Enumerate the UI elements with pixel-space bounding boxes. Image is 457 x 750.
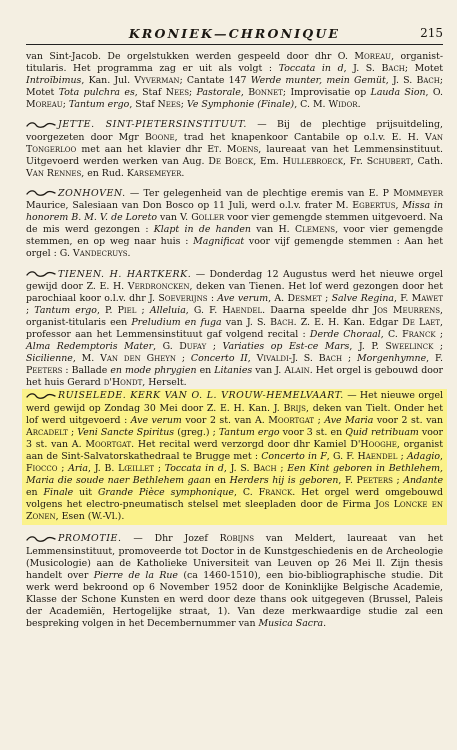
entry-heading: RUISELEDE. KERK VAN O. L. VROUW-HEMELVAART. xyxy=(58,390,344,402)
text-run: ; xyxy=(57,463,69,474)
work-title: Derde Choraal xyxy=(309,328,381,340)
person-name: d'Hondt xyxy=(103,377,143,389)
text-run: uit xyxy=(73,487,98,499)
text-run: . Het orgel is gebouwd door het huis Gerard xyxy=(26,365,444,389)
person-name: Fiocco xyxy=(26,463,58,474)
work-title: Veni Sancte Spiritus xyxy=(77,426,175,438)
text-run: ; Motet xyxy=(26,75,444,99)
person-name: De Laet xyxy=(402,316,441,328)
person-name: Bach xyxy=(318,353,343,365)
person-name: Van den Gheyn xyxy=(100,353,177,365)
text-run: , C. M. xyxy=(294,99,329,111)
work-title: Finale xyxy=(43,487,74,499)
text-run: , en Rud. xyxy=(81,167,127,179)
work-title: Pierre de la Rue xyxy=(93,569,178,581)
text-run: . xyxy=(323,618,327,630)
text-run: . Het orgel werd omgebouwd volgens het electro-pneumatisch stelsel met sleepladen door de Firma xyxy=(26,487,443,511)
work-title: Alleluia xyxy=(149,304,186,316)
work-title: Sicilienne xyxy=(26,353,73,365)
person-name: Dufay xyxy=(179,341,207,353)
text-run: ; xyxy=(176,353,191,365)
person-name: Piel xyxy=(117,304,137,316)
person-name: Bach xyxy=(270,316,294,328)
work-title: Concerto II xyxy=(190,353,248,365)
text-run: van H. xyxy=(250,224,295,236)
text-run: ; Improvisatie op xyxy=(282,87,371,99)
text-run: , F. xyxy=(338,475,357,487)
running-title: KRONIEK—CHRONIQUE xyxy=(128,26,341,41)
text-run: , Fr. xyxy=(343,155,367,167)
text-run: , F. xyxy=(426,353,443,365)
person-name: Clemens xyxy=(294,224,336,236)
text-run: , Kan. Jul. xyxy=(81,75,135,87)
person-name: Vandecruys xyxy=(72,248,128,260)
text-run: , Esen (W.-Vl.). xyxy=(55,511,125,523)
entry-jette xyxy=(26,119,443,179)
person-name: Hullebroeck xyxy=(282,155,344,167)
text-run: ; xyxy=(154,463,165,474)
text-run: ; xyxy=(435,328,444,340)
text-run: . Z. E. H. Kan. Edgar xyxy=(293,316,403,328)
person-name: Van Tongerloo xyxy=(26,131,443,155)
text-run: met aan het klavier dhr xyxy=(76,143,208,155)
work-title: Werde munter, mein Gemüt xyxy=(250,75,386,87)
text-run: , C. xyxy=(380,328,403,340)
text-run: , professor aan het Lemmensinstituut gaf volgend recital : xyxy=(26,316,444,340)
text-run: , O. xyxy=(425,87,444,99)
text-run: ; xyxy=(342,353,357,365)
work-title: Tantum ergo xyxy=(218,426,280,438)
person-name: Bach xyxy=(381,63,405,75)
person-name: Nees xyxy=(165,87,189,99)
text-run: , J. S. xyxy=(343,63,382,75)
text-run: , M. xyxy=(72,353,101,365)
person-name: Vivaldi xyxy=(256,353,289,365)
text-run: , J. S. xyxy=(385,75,417,87)
swash-ornament-icon xyxy=(26,121,56,129)
header-rule xyxy=(26,44,443,45)
work-title: Toccata in d xyxy=(278,63,344,75)
text-run: ; xyxy=(276,463,288,474)
text-run: — Dhr Jozef xyxy=(121,533,220,545)
work-title: Concerto in F xyxy=(261,450,327,462)
text-run: , J. S. xyxy=(223,463,254,474)
highlighted-passage xyxy=(22,389,447,525)
text-run: , G. F. xyxy=(326,450,358,462)
paragraph-sint-jacob-continuation xyxy=(26,51,443,111)
page-number: 215 xyxy=(420,26,443,40)
work-title: Adagio xyxy=(407,450,441,462)
person-name: De Boeck xyxy=(208,155,254,167)
text-run: , organist-titularis. Het programma zag er uit als volgt : xyxy=(26,51,443,75)
work-title: Alma Redemptoris Mater xyxy=(26,341,154,353)
text-run: ; xyxy=(314,414,325,426)
text-run: en xyxy=(210,475,230,487)
person-name: Bach xyxy=(416,75,440,87)
work-title: Een Kint geboren in Bethlehem, Maria die soude naer Bethlehem gaan xyxy=(26,463,444,487)
text-run: (ca 1460-1510), een bio-bibliographische studie. Dit werk werd bekroond op 6 November 1952 door de Koninklijke Belgische Academie, Klasse der Schone Kunsten en werd door deze thans ook uitgegeven (Brussel, Paleis der Academiën, Hertogelijke straat, 1). Van deze merkwaardige studie zal een bespreking volgen in het Decembernummer van xyxy=(26,569,443,630)
work-title: Andante xyxy=(403,475,443,487)
text-run: : Ballade xyxy=(62,365,111,377)
text-run: van V. xyxy=(156,212,192,224)
text-run: , xyxy=(395,200,403,212)
text-run: , G. F. xyxy=(185,304,223,316)
person-name: Egbertus xyxy=(352,200,396,212)
text-run: . Daarna speelde dhr xyxy=(262,304,374,316)
text-run: , xyxy=(240,87,249,99)
text-run: voor 2 st. van xyxy=(373,414,443,426)
entry-heading: JETTE. SINT-PIETERSINSTITUUT. xyxy=(58,119,247,131)
work-title: Ave verum xyxy=(130,414,182,426)
text-run: Maurice, Salesiaan van Don Bosco op 11 Juli, werd o.l.v. frater M. xyxy=(26,200,353,212)
text-run: , voor vier gemengde stemmen, en op weg naar huis : xyxy=(26,224,443,248)
text-run: — Donderdag 12 Augustus werd het nieuwe orgel gewijd door Z. E. H. xyxy=(26,268,443,292)
person-name: Moortgat xyxy=(85,438,132,450)
entry-zonhoven xyxy=(26,188,443,261)
person-name: Bach xyxy=(253,463,277,474)
person-name: Et. Moens xyxy=(207,143,259,155)
entry-heading: TIENEN. H. HARTKERK. xyxy=(58,268,192,280)
text-run: voor 3 st. en xyxy=(279,426,346,438)
person-name: Franck xyxy=(402,328,436,340)
text-run: ; xyxy=(62,99,69,111)
person-name: Peeters xyxy=(356,475,393,487)
text-run: van Sint-Jacob. De orgelstukken werden gespeeld door dhr O. xyxy=(26,51,355,62)
person-name: Goller xyxy=(191,212,225,224)
person-name: Mommeyer xyxy=(393,187,443,199)
page-header xyxy=(26,26,443,42)
entry-ruiselede xyxy=(26,390,443,523)
text-run: voor vijf gemengde stemmen : Aan het orgel : G. xyxy=(26,236,443,260)
text-run: . xyxy=(181,167,185,179)
work-title: Tantum ergo xyxy=(68,99,130,111)
text-run: ; xyxy=(136,304,150,316)
swash-ornament-icon xyxy=(26,535,56,543)
text-run: . Het recital werd verzorgd door dhr Kamiel xyxy=(131,438,351,450)
person-name: Bonnet xyxy=(248,87,283,99)
person-name: Haendel xyxy=(357,450,398,462)
text-run: van J. S. xyxy=(221,316,271,328)
text-run: , Staf xyxy=(134,87,166,99)
text-run: -J. S. xyxy=(288,353,319,365)
person-name: Alain xyxy=(284,365,310,377)
text-run: ; xyxy=(433,341,444,353)
text-run: ; xyxy=(67,426,78,438)
person-name: D'Hooghe xyxy=(350,438,397,450)
text-run: ; Motet xyxy=(404,63,444,75)
swash-ornament-icon xyxy=(26,392,56,400)
work-title: Quid retribuam xyxy=(345,426,419,438)
entry-promotie xyxy=(26,533,443,630)
text-run: ; xyxy=(26,304,35,316)
text-run: voor 3 st. van A. xyxy=(26,426,443,450)
text-run: , xyxy=(440,450,443,462)
work-title: Lauda Sion xyxy=(370,87,426,99)
text-run: ; xyxy=(321,292,332,304)
person-name: Karsemeyer xyxy=(126,167,182,179)
swash-ornament-icon xyxy=(26,270,56,278)
person-name: Jos Meurrens xyxy=(373,304,441,316)
person-name: Brijs xyxy=(283,402,306,414)
text-run: ; xyxy=(180,99,187,111)
person-name: Boone xyxy=(144,131,175,143)
text-run: , deken van Tielt. Onder het lof werd uitgevoerd : xyxy=(26,402,443,426)
text-run: ; xyxy=(188,87,197,99)
person-name: Sweelinck xyxy=(385,341,434,353)
text-run: , laureaat van het Lemmensinstituut. Uitgevoerd werden werken van Aug. xyxy=(26,143,443,167)
person-name: Moreau xyxy=(26,99,63,111)
entry-heading: ZONHOVEN. xyxy=(58,187,126,199)
person-name: Moreau xyxy=(354,51,392,62)
text-run: , organist-titularis een xyxy=(26,304,444,328)
work-title: Preludium en fuga xyxy=(131,316,222,328)
person-name: Mawet xyxy=(411,292,443,304)
work-title: Musica Sacra xyxy=(258,618,324,630)
person-name: Arcadelt xyxy=(26,426,68,438)
work-title: Toccata in d xyxy=(164,463,224,474)
work-title: Litanies xyxy=(214,365,253,377)
text-run: , Staf xyxy=(129,99,158,111)
text-run: . xyxy=(127,248,131,260)
text-run: , F. xyxy=(394,292,412,304)
person-name: Soeverijns xyxy=(158,292,208,304)
text-run: , deken van Tienen. Het lof werd gezongen door het parochiaal koor o.l.v. dhr J. xyxy=(26,280,443,304)
person-name: Franck xyxy=(258,487,293,499)
person-name: Haendel xyxy=(222,304,263,316)
person-name: Widor xyxy=(328,99,358,111)
work-title: Magnificat xyxy=(193,236,245,248)
text-run: voor vier gemengde stemmen uitgevoerd. Na de mis werd gezongen : xyxy=(26,212,443,236)
swash-ornament-icon xyxy=(26,189,56,197)
text-run: , trad het knapenkoor Cantabile op o.l.v. E. H. xyxy=(174,131,426,143)
text-run: ; xyxy=(206,341,223,353)
work-title: Introïbimus xyxy=(26,75,82,87)
person-name: Desmet xyxy=(287,292,322,304)
text-run: van J. xyxy=(252,365,285,377)
text-run: ; Cantate 147 xyxy=(179,75,251,87)
text-run: , J. P. xyxy=(349,341,386,353)
person-name: Verdroncken xyxy=(127,280,190,292)
text-run: ; xyxy=(392,475,404,487)
work-title: Variaties op Est-ce Mars xyxy=(222,341,350,353)
text-run: van Meldert, laureaat van het Lemmensinstituut, promoveerde tot Doctor in de Kunstgeschiedenis en de Archeologie (Musicologie) aan de Katholieke Universiteit van Leuven op 26 Mei ll. Zijn thesis handelt over xyxy=(26,533,443,581)
person-name: Moortgat xyxy=(268,414,315,426)
entry-heading: PROMOTIE. xyxy=(58,533,122,545)
person-name: Robijns xyxy=(219,533,255,545)
work-title: Salve Regina xyxy=(331,292,395,304)
work-title: Ave verum xyxy=(217,292,269,304)
text-run: voor 2 st. van A. xyxy=(181,414,269,426)
person-name: Peeters xyxy=(26,365,63,377)
text-run: en xyxy=(196,365,215,377)
work-title: Grande Pièce symphonique xyxy=(97,487,234,499)
text-run: . xyxy=(357,99,361,111)
entry-tienen xyxy=(26,269,443,390)
work-title: Tantum ergo xyxy=(34,304,97,316)
work-title: Herders hij is geboren xyxy=(229,475,339,487)
text-run: en xyxy=(26,487,44,499)
text-run: — Het nieuwe orgel werd gewijd op Zondag 30 Mei door Z. E. H. Kan. J. xyxy=(26,390,444,414)
text-run: , J. B. xyxy=(87,463,119,474)
work-title: Ve Symphonie (Finale) xyxy=(186,99,295,111)
person-name: Lœillet xyxy=(118,463,155,474)
work-title: Ave Maria xyxy=(324,414,374,426)
work-title: Morgenhymne xyxy=(357,353,427,365)
work-title: Pastorale xyxy=(196,87,241,99)
chronicle-body xyxy=(26,51,443,630)
text-run: — Bij de plechtige prijsuitdeling, voorgezeten door Mgr xyxy=(26,119,443,143)
text-run: ; xyxy=(397,450,407,462)
text-run: , xyxy=(247,353,257,365)
person-name: Jos Loncke en Zonen xyxy=(26,499,443,523)
text-run: , Cath. xyxy=(410,155,443,167)
text-run: : xyxy=(207,292,218,304)
text-run: , Em. xyxy=(253,155,283,167)
text-run: , Herselt. xyxy=(142,377,187,389)
work-title: Tota pulchra es xyxy=(58,87,135,99)
person-name: Schubert xyxy=(366,155,411,167)
work-title: Aria xyxy=(68,463,88,474)
text-run: , C. xyxy=(233,487,259,499)
person-name: Van Rennes xyxy=(26,167,82,179)
text-run: , A. xyxy=(268,292,288,304)
work-title: Missa in honorem B. M. V. de Loreto xyxy=(26,200,443,224)
text-run: (greg.) ; xyxy=(174,426,219,438)
person-name: Vyverman xyxy=(134,75,180,87)
person-name: Nees xyxy=(157,99,181,111)
text-run: , G. xyxy=(153,341,180,353)
text-run: , organist aan de Sint-Salvatorskathedraal te Brugge met : xyxy=(26,438,443,462)
work-title: en mode phrygien xyxy=(110,365,197,377)
text-run: , P. xyxy=(96,304,118,316)
text-run: — Ter gelegenheid van de plechtige eremis van E. P xyxy=(125,187,394,199)
work-title: Klapt in de handen xyxy=(153,224,251,236)
